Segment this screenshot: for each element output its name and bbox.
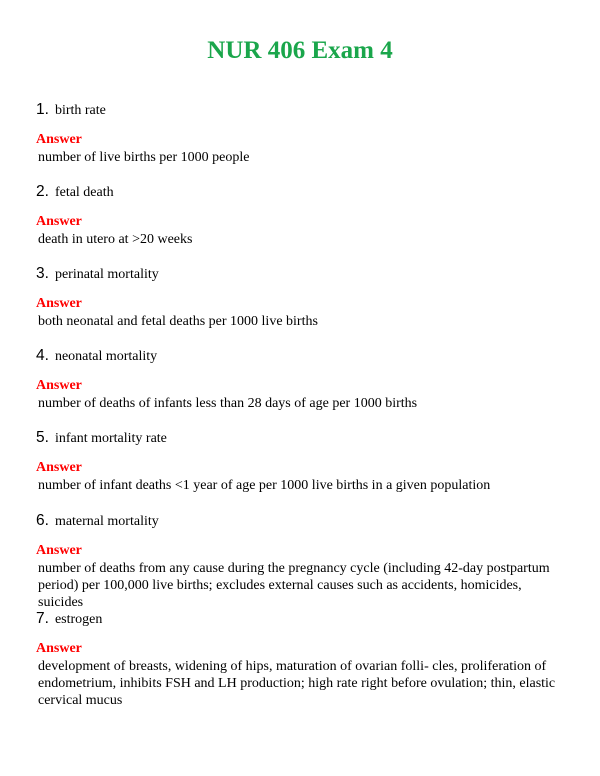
question-number: 5. xyxy=(36,429,49,446)
question-text: perinatal mortality xyxy=(54,267,159,282)
answer-label: Answer xyxy=(36,641,82,656)
answer-text: number of live births per 1000 people xyxy=(38,150,250,165)
qa-item-7 xyxy=(36,609,566,709)
question-row xyxy=(36,428,566,448)
question-text: maternal mortality xyxy=(54,514,159,529)
answer-text: number of deaths of infants less than 28 days of age per 1000 births xyxy=(38,396,418,411)
question-text: estrogen xyxy=(54,612,103,627)
question-row xyxy=(36,182,566,202)
question-text: neonatal mortality xyxy=(54,349,158,364)
qa-item-4 xyxy=(36,346,566,412)
question-number: 3. xyxy=(36,265,49,282)
question-row xyxy=(36,511,566,531)
question-number: 6. xyxy=(36,512,49,529)
answer-label: Answer xyxy=(36,460,82,475)
question-row xyxy=(36,100,566,120)
question-row xyxy=(36,609,566,629)
answer-label: Answer xyxy=(36,214,82,229)
question-text: fetal death xyxy=(54,185,114,200)
question-text: birth rate xyxy=(54,103,106,118)
answer-label: Answer xyxy=(36,132,82,147)
answer-label: Answer xyxy=(36,296,82,311)
qa-item-5 xyxy=(36,428,566,494)
answer-text: both neonatal and fetal deaths per 1000 live births xyxy=(38,314,318,329)
qa-item-1 xyxy=(36,100,566,166)
answer-label: Answer xyxy=(36,543,82,558)
answer-text: number of infant deaths <1 year of age per 1000 live births in a given population xyxy=(38,478,491,493)
answer-text: number of deaths from any cause during the pregnancy cycle (including 42-day postpartum period) per 100,000 live births; excludes external causes such as accidents, homicides, suicides xyxy=(38,561,550,610)
qa-item-3 xyxy=(36,264,566,330)
answer-label: Answer xyxy=(36,378,82,393)
question-number: 7. xyxy=(36,610,49,627)
answer-text: development of breasts, widening of hips, maturation of ovarian folli- cles, proliferation of endometrium, inhibits FSH and LH production; high rate right before ovulation; thin, elastic cervical mucus xyxy=(38,659,556,708)
question-number: 1. xyxy=(36,101,49,118)
page-title: NUR 406 Exam 4 xyxy=(207,37,393,64)
question-text: infant mortality rate xyxy=(54,431,167,446)
question-row xyxy=(36,264,566,284)
question-row xyxy=(36,346,566,366)
question-number: 2. xyxy=(36,183,49,200)
qa-item-2 xyxy=(36,182,566,248)
question-number: 4. xyxy=(36,347,49,364)
qa-item-6 xyxy=(36,511,566,611)
answer-text: death in utero at >20 weeks xyxy=(38,232,193,247)
